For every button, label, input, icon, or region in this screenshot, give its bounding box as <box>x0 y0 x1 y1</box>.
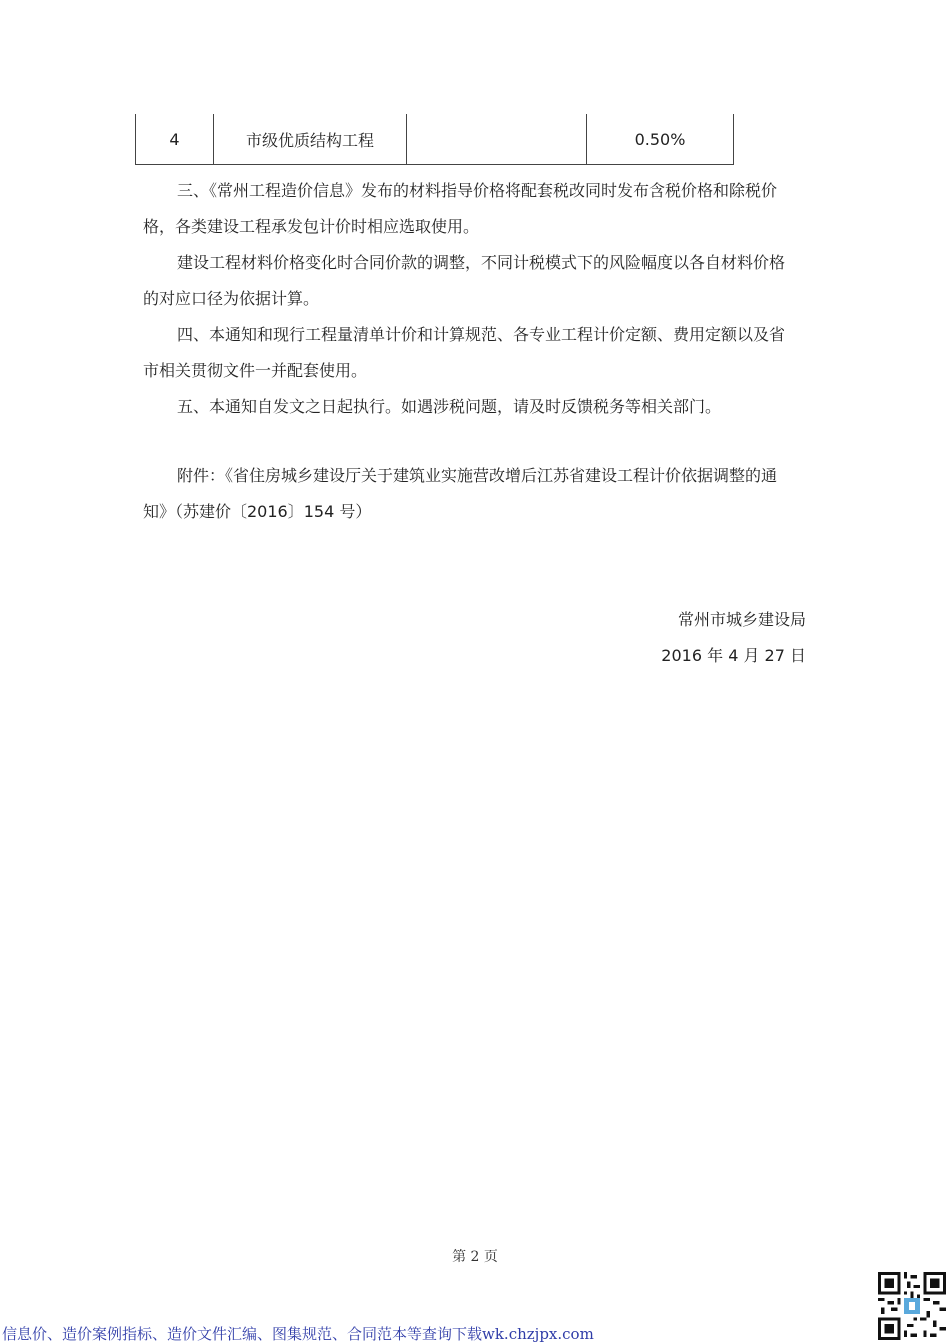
qr-code-icon <box>878 1272 946 1340</box>
footer-link[interactable]: 信息价、造价案例指标、造价文件汇编、图集规范、合同范本等查询下载wk.chzjpx.com <box>2 1325 594 1343</box>
signature-date: 2016 年 4 月 27 日 <box>661 646 806 665</box>
project-name: 市级优质结构工程 <box>214 114 407 165</box>
fee-table <box>135 114 734 165</box>
paragraph-4-line2: 的对应口径为依据计算。 <box>143 289 320 308</box>
signature-org: 常州市城乡建设局 <box>677 610 806 629</box>
paragraph-5-line1: 四、本通知和现行工程量清单计价和计算规范、各专业工程计价定额、费用定额以及省 <box>177 325 786 344</box>
page-number: 第 2 页 <box>452 1249 498 1265</box>
attachment-line1: 附件：《省住房城乡建设厅关于建筑业实施营改增后江苏省建设工程计价依据调整的通 <box>177 466 778 485</box>
paragraph-3-line1: 三、《常州工程造价信息》发布的材料指导价格将配套税改同时发布含税价格和除税价 <box>177 181 778 200</box>
attachment-line2: 知》（苏建价〔2016〕154 号） <box>143 502 372 521</box>
empty-cell <box>407 114 587 165</box>
row-number: 4 <box>136 114 214 165</box>
paragraph-3-line2: 格，各类建设工程承发包计价时相应选取使用。 <box>143 217 480 236</box>
table-row <box>136 114 734 165</box>
paragraph-5-line2: 市相关贯彻文件一并配套使用。 <box>143 361 368 380</box>
paragraph-4-line1: 建设工程材料价格变化时合同价款的调整，不同计税模式下的风险幅度以各自材料价格 <box>177 253 786 272</box>
paragraph-6-line1: 五、本通知自发文之日起执行。如遇涉税问题，请及时反馈税务等相关部门。 <box>177 397 722 416</box>
rate-cell: 0.50% <box>587 114 734 165</box>
